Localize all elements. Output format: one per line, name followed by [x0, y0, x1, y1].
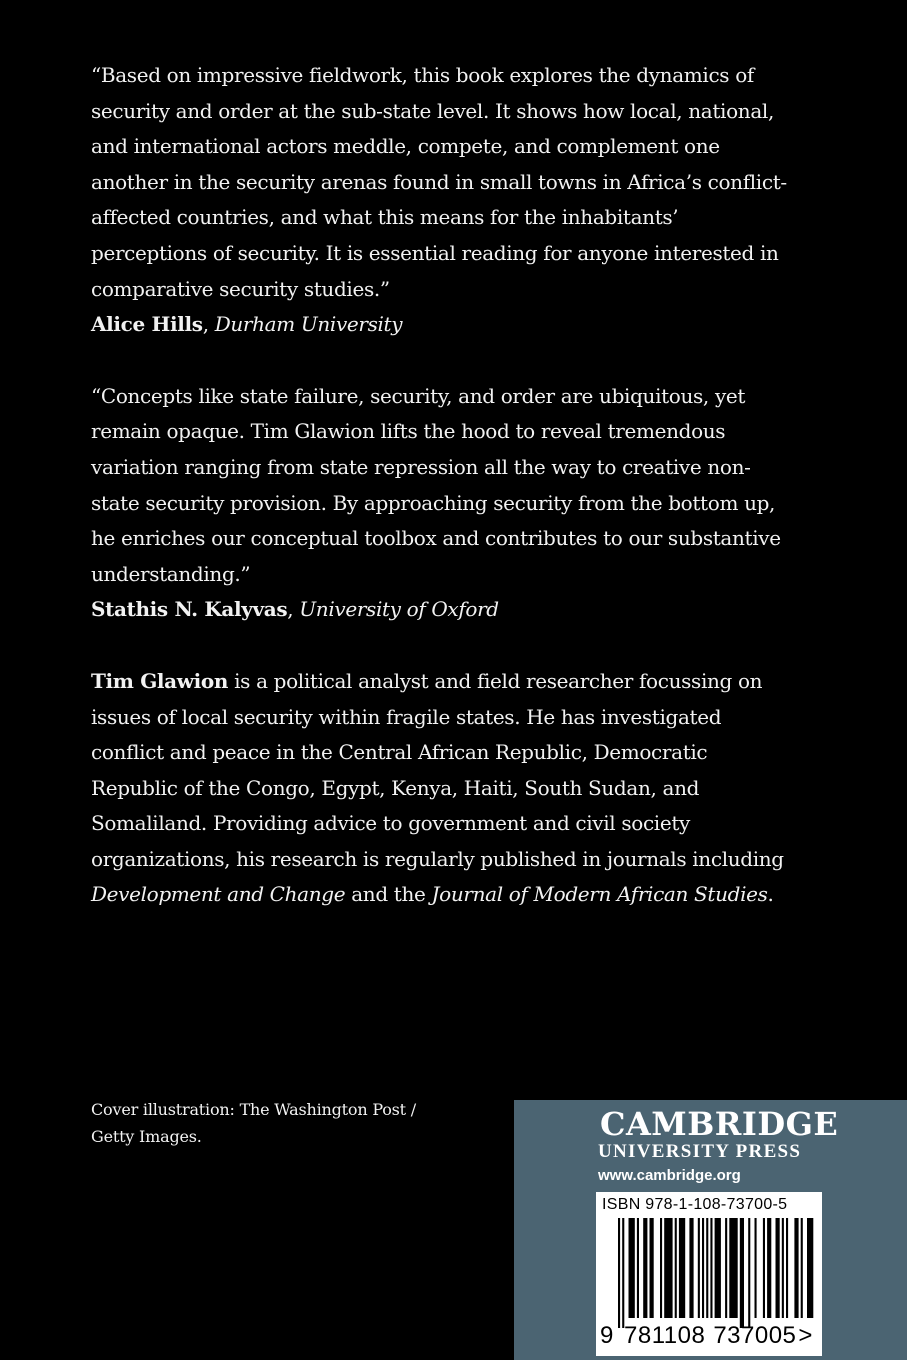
barcode [596, 1192, 822, 1356]
endorsement-attribution [91, 307, 791, 343]
publisher-url: www.cambridge.org [598, 1167, 741, 1184]
barcode-bar [715, 1218, 721, 1318]
publisher-panel [514, 1100, 907, 1360]
endorser-name: Stathis N. Kalyvas [91, 597, 288, 622]
isbn-label: ISBN 978-1-108-73700-5 [602, 1196, 788, 1213]
endorsement-kalyvas [91, 379, 791, 628]
endorsement-quote: “Concepts like state failure, security, and order are ubiquitous, yet remain opaque. Tim Glawion lifts the hood to reveal tremendous variation ranging from state repression all the way to creative non-state security provision. By approaching security from the bottom up, he enriches our conceptual toolbox and contributes to our substantive understanding.” [91, 383, 781, 586]
publisher-subname: UNIVERSITY PRESS [598, 1141, 802, 1162]
barcode-bar [748, 1218, 750, 1328]
cover-credit: Cover illustration: The Washington Post / Getty Images. [91, 1100, 416, 1146]
endorser-affiliation: Durham University [214, 312, 403, 337]
barcode-bar [660, 1218, 662, 1318]
barcode-bar [629, 1218, 635, 1318]
barcode-bar [643, 1218, 647, 1318]
author-name: Tim Glawion [91, 668, 229, 693]
attribution-separator: , [202, 312, 215, 337]
bio-text: and the [345, 882, 432, 907]
barcode-bar [702, 1218, 704, 1318]
barcode-bar [664, 1218, 672, 1318]
barcode-bar [622, 1218, 624, 1328]
barcode-bar [801, 1218, 803, 1318]
author-bio [91, 664, 791, 913]
attribution-separator: , [287, 597, 300, 622]
barcode-digits [600, 1322, 812, 1350]
journal-title: Development and Change [91, 882, 346, 907]
barcode-bar [767, 1218, 771, 1318]
back-cover-text [91, 58, 791, 913]
barcode-end-mark: > [798, 1322, 813, 1349]
barcode-bar [786, 1218, 788, 1318]
journal-title: Journal of Modern African Studies [431, 882, 768, 907]
barcode-bar [776, 1218, 780, 1318]
publisher-name: CAMBRIDGE [600, 1105, 839, 1143]
endorsement-quote: “Based on impressive fieldwork, this book explores the dynamics of security and order at the sub-state level. It shows how local, national, and international actors meddle, compete, and complement one another in the security arenas found in small towns in Africa’s conflict-affected countries, and what this means for the inhabitants’ perceptions of security. It is essential reading for anyone interested in comparative security studies.” [91, 63, 787, 301]
bio-text: . [767, 882, 774, 907]
barcode-bar [725, 1218, 727, 1318]
barcode-bar [706, 1218, 708, 1318]
barcode-bar [807, 1218, 813, 1318]
barcode-bar [763, 1218, 765, 1318]
barcode-group-left: 781108 [624, 1322, 706, 1349]
endorser-affiliation: University of Oxford [299, 597, 499, 622]
barcode-bar [782, 1218, 784, 1318]
barcode-bar [698, 1218, 700, 1318]
barcode-bar [675, 1218, 677, 1318]
endorsement-attribution [91, 592, 791, 628]
barcode-bar [650, 1218, 654, 1318]
barcode-bar [679, 1218, 685, 1318]
barcode-bar [740, 1218, 744, 1328]
barcode-bar [794, 1218, 798, 1318]
barcode-bar [710, 1218, 712, 1318]
barcode-group-right: 737005 [713, 1322, 797, 1349]
barcode-bar [729, 1218, 737, 1318]
barcode-bar [618, 1218, 620, 1328]
barcode-bar [755, 1218, 757, 1318]
barcode-lead-digit: 9 [600, 1322, 614, 1349]
endorser-name: Alice Hills [91, 312, 203, 337]
endorsement-hills [91, 58, 791, 343]
barcode-bar [637, 1218, 639, 1318]
bio-text: is a political analyst and field researcher focussing on issues of local security within fragile states. He has investigated conflict and peace in the Central African Republic, Democratic Republic of the Congo, Egypt, Kenya, Haiti, South Sudan, and Somaliland. Providing advice to government and civil society organizations, his research is regularly published in journals including [91, 668, 784, 871]
barcode-bar [689, 1218, 693, 1318]
